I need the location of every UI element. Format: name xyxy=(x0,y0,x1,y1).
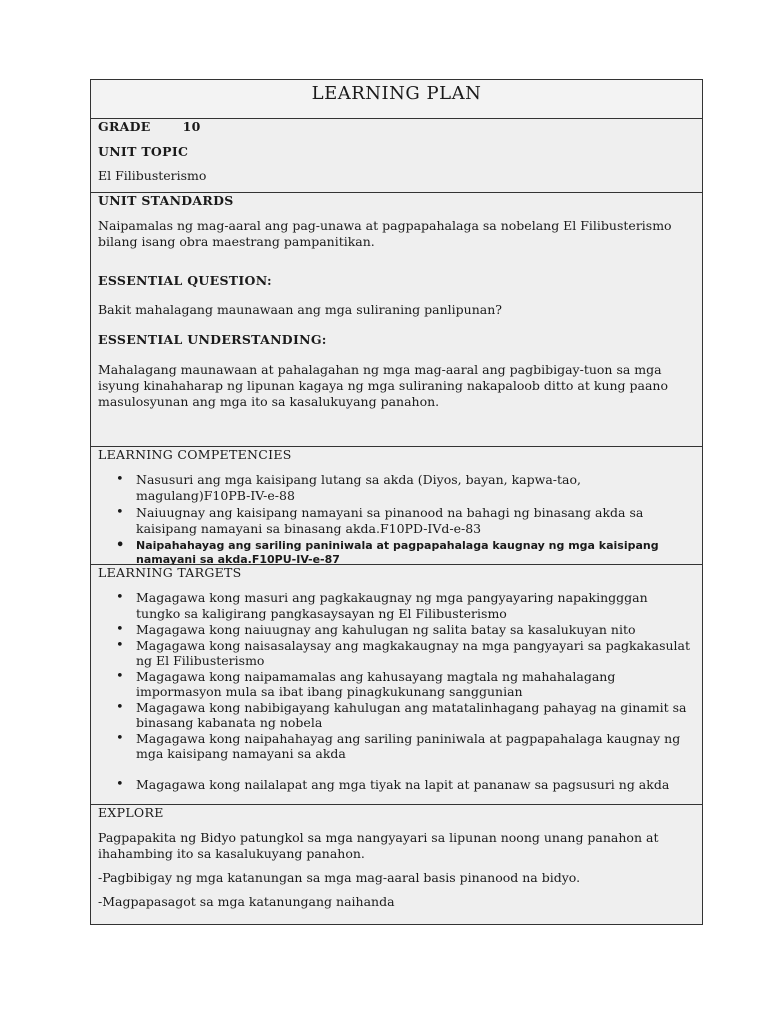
unit-standards-text: Naipamalas ng mag-aaral ang pag-unawa at pagpapahalaga sa nobelang El Filibusterismo bilang isang obra maestrang pampanitikan. xyxy=(98,218,672,249)
grade-topic-row xyxy=(91,118,702,192)
competencies-list xyxy=(91,472,688,567)
explore-label: EXPLORE xyxy=(98,805,164,820)
list-item: • Magagawa kong nailalapat ang mga tiyak na lapit at pananaw sa pagsusuri ng akda xyxy=(136,777,692,793)
unit-topic-label: UNIT TOPIC xyxy=(98,144,189,159)
title-row xyxy=(91,80,702,118)
explore-paragraph: -Magpapasagot sa mga katanungang naihanda xyxy=(98,894,395,909)
explore-paragraph: -Pagbibigay ng mga katanungan sa mga mag-aaral basis pinanood na bidyo. xyxy=(98,870,581,885)
list-item: • Magagawa kong naisasalaysay ang magkakaugnay na mga pangyayari sa pagkakasulat ng El Filibusterismo xyxy=(136,638,692,669)
learning-plan-table xyxy=(90,79,703,925)
targets-list xyxy=(91,590,692,792)
list-item: • Naipahahayag ang sariling paniniwala at pagpapahalaga kaugnay ng mga kaisipang namayani sa akda.F10PU-IV-e-87 xyxy=(136,539,688,567)
page-title: LEARNING PLAN xyxy=(311,83,482,104)
essential-question-label: ESSENTIAL QUESTION: xyxy=(98,273,272,288)
explore-paragraph: Pagpapakita ng Bidyo patungkol sa mga nangyayari sa lipunan noong unang panahon at ihahambing ito sa kasalukuyang panahon. xyxy=(98,830,659,861)
list-item: • Magagawa kong masuri ang pagkakaugnay ng mga pangyayaring napakingggan tungko sa kaligirang pangkasaysayan ng El Filibusterismo xyxy=(136,590,692,621)
grade-line xyxy=(98,119,695,134)
unit-standards-label: UNIT STANDARDS xyxy=(98,193,234,208)
list-item: • Magagawa kong naipamamalas ang kahusayang magtala ng mahahalagang impormasyon mula sa ibat ibang pinagkukunang sanggunian xyxy=(136,669,692,700)
list-item: • Nasusuri ang mga kaisipang lutang sa akda (Diyos, bayan, kapwa-tao, magulang)F10PB-IV-e-88 xyxy=(136,472,688,503)
competencies-row xyxy=(91,446,702,564)
essential-understanding-text: Mahalagang maunawaan at pahalagahan ng mga mag-aaral ang pagbibigay-tuon sa mga isyung kinahaharap ng lipunan kagaya ng mga suliraning nakapaloob ditto at kung paano masulosyunan ang mga ito sa kasalukuyang panahon. xyxy=(98,362,669,409)
learning-targets-label: LEARNING TARGETS xyxy=(98,565,242,580)
essential-question-text: Bakit mahalagang maunawaan ang mga suliraning panlipunan? xyxy=(98,302,502,317)
standards-row xyxy=(91,192,702,446)
list-item: • Magagawa kong nabibigayang kahulugan ang matatalinhagang pahayag na ginamit sa binasang kabanata ng nobela xyxy=(136,700,692,731)
explore-row xyxy=(91,804,702,924)
list-item: • Magagawa kong naiuugnay ang kahulugan ng salita batay sa kasalukuyan nito xyxy=(136,622,692,638)
grade-label: GRADE xyxy=(98,119,151,134)
list-item: • Naiuugnay ang kaisipang namayani sa pinanood na bahagi ng binasang akda sa kaisipang namayani sa binasang akda.F10PD-IVd-e-83 xyxy=(136,505,688,536)
essential-understanding-label: ESSENTIAL UNDERSTANDING: xyxy=(98,332,327,347)
targets-row xyxy=(91,564,702,804)
unit-topic-value: El Filibusterismo xyxy=(98,168,207,183)
grade-value: 10 xyxy=(182,119,201,134)
list-item: • Magagawa kong naipahahayag ang sariling paniniwala at pagpapahalaga kaugnay ng mga kaisipang namayani sa akda xyxy=(136,731,692,762)
learning-competencies-label: LEARNING COMPETENCIES xyxy=(98,447,292,462)
